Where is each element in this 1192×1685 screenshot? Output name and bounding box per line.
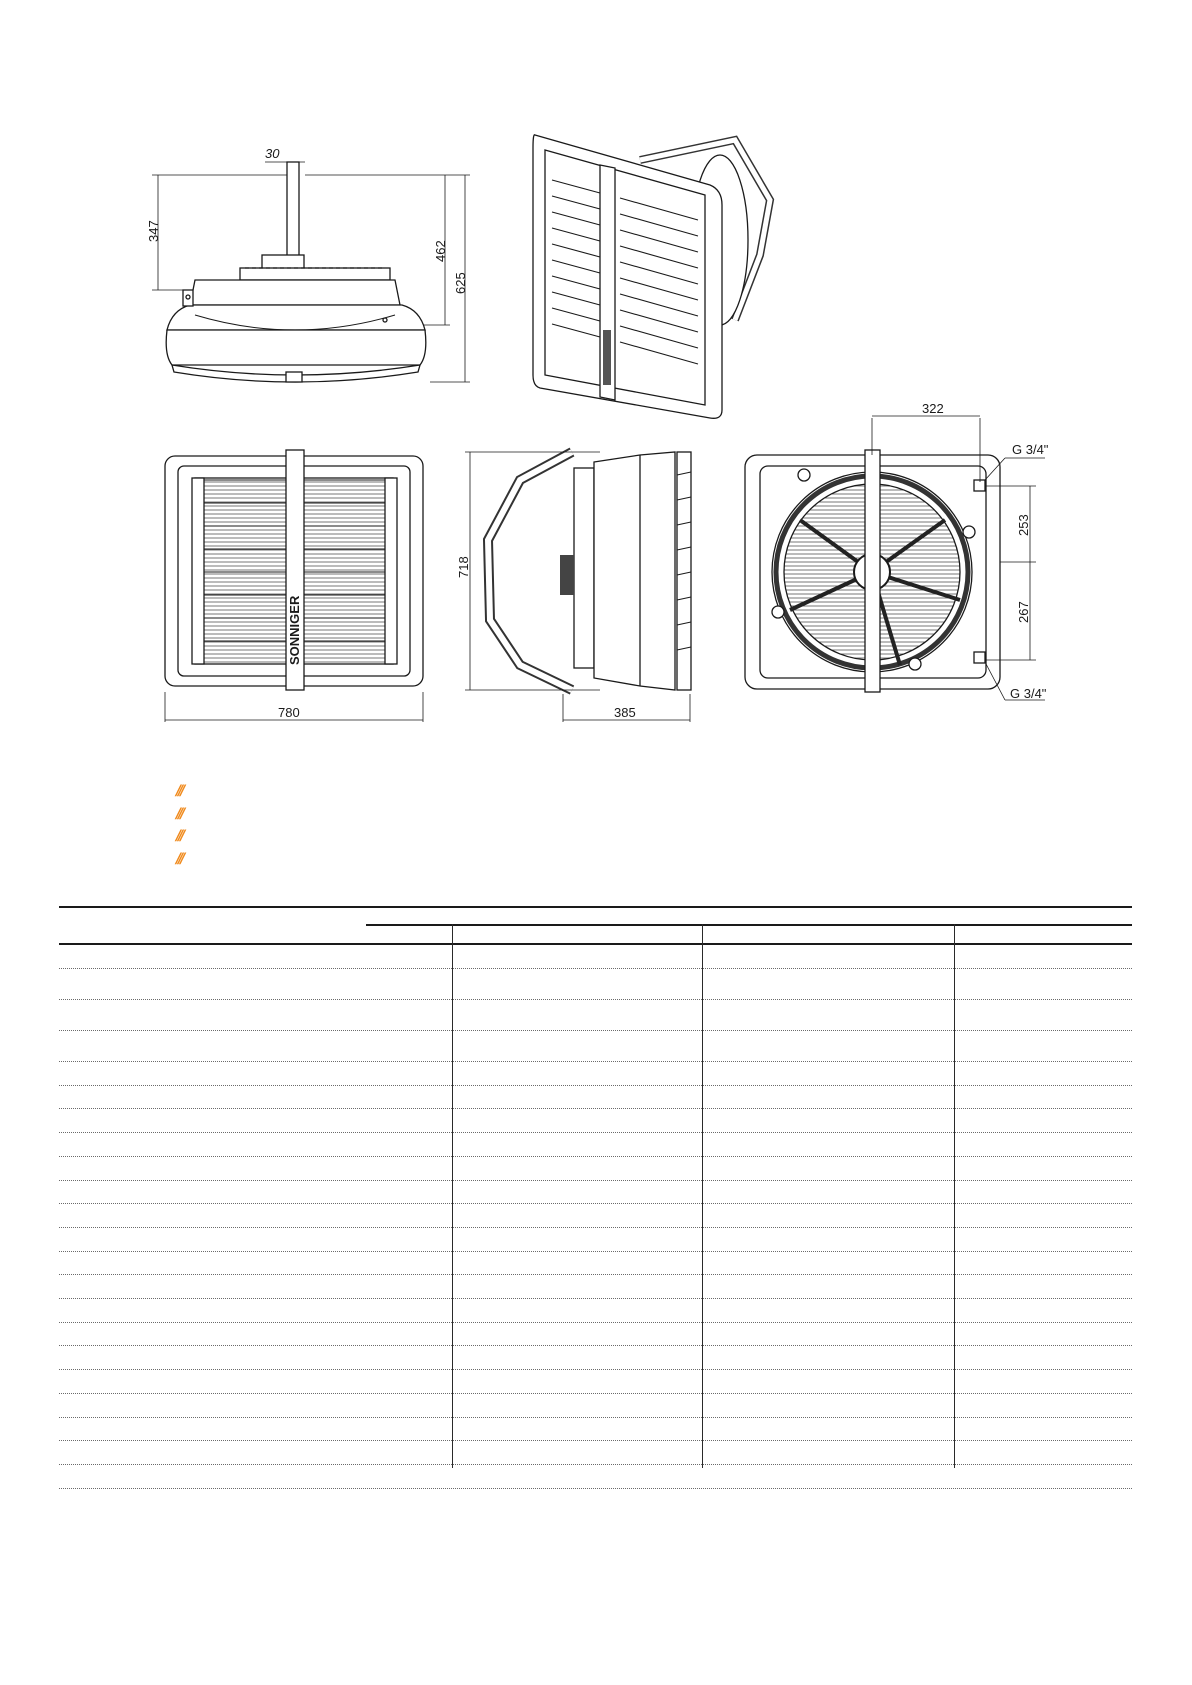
table-row-separator [59, 1345, 1132, 1346]
rear-connection-top: G 3/4" [1012, 442, 1049, 457]
front-brand-text: SONNIGER [287, 595, 302, 665]
table-row-separator [59, 1274, 1132, 1275]
rear-dim-267: 267 [1016, 601, 1031, 623]
rear-connection-bottom: G 3/4" [1010, 686, 1047, 701]
table-row-separator [59, 1322, 1132, 1323]
table-row-separator [59, 1488, 1132, 1489]
table-row-separator [59, 1203, 1132, 1204]
front-view-drawing [165, 450, 423, 722]
table-column-divider [954, 924, 955, 1468]
profile-dim-718: 718 [456, 556, 471, 578]
heat-waves-icon: /// [176, 783, 183, 799]
table-row-separator [59, 1227, 1132, 1228]
table-row-separator [59, 1132, 1132, 1133]
table-row-separator [59, 1108, 1132, 1109]
heat-waves-icon: /// [176, 828, 183, 844]
side-dim-625: 625 [453, 272, 468, 294]
table-row-separator [59, 999, 1132, 1000]
table-column-divider [452, 924, 453, 1468]
profile-dim-385: 385 [614, 705, 636, 720]
table-row-separator [59, 1180, 1132, 1181]
side-dim-30: 30 [265, 146, 280, 161]
table-row-separator [59, 1464, 1132, 1465]
technical-drawings [0, 0, 1192, 760]
table-column-divider [702, 924, 703, 1468]
table-row-separator [59, 968, 1132, 969]
profile-view-drawing [465, 452, 691, 722]
side-dim-347: 347 [146, 220, 161, 242]
table-row-separator [59, 1251, 1132, 1252]
front-dim-780: 780 [278, 705, 300, 720]
table-row-separator [59, 1298, 1132, 1299]
bullet-list [176, 780, 196, 870]
heat-waves-icon: /// [176, 850, 183, 867]
table-row-separator [59, 1369, 1132, 1370]
table-row-separator [59, 1156, 1132, 1157]
heat-waves-icon: /// [176, 805, 183, 822]
table-row-separator [59, 1030, 1132, 1031]
table-top-rule [59, 906, 1132, 908]
table-header-bottom-rule [59, 943, 1132, 945]
side-view-drawing [152, 162, 470, 382]
table-row-separator [59, 1440, 1132, 1441]
table-row-separator [59, 1393, 1132, 1394]
isometric-view-drawing [533, 135, 770, 419]
rear-dim-253: 253 [1016, 514, 1031, 536]
table-row-separator [59, 1061, 1132, 1062]
rear-dim-322: 322 [922, 401, 944, 416]
side-dim-462: 462 [433, 240, 448, 262]
table-row-separator [59, 1085, 1132, 1086]
specification-table [59, 906, 1132, 1466]
table-header-subrule [366, 924, 1132, 926]
rear-view-drawing [745, 416, 1045, 700]
table-row-separator [59, 1417, 1132, 1418]
